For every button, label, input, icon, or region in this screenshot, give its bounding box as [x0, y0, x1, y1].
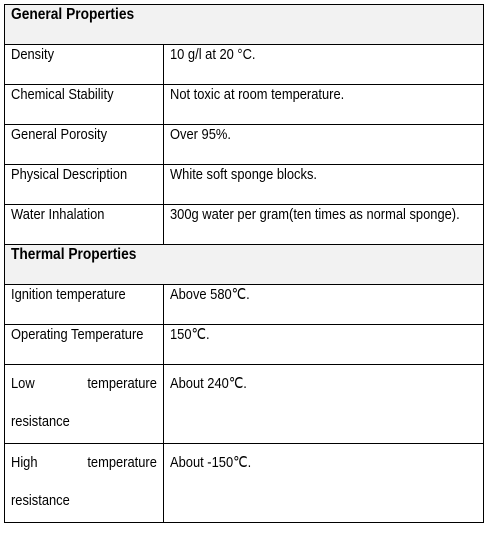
property-value: About 240℃. — [170, 375, 247, 392]
property-value: Above 580℃. — [170, 286, 250, 303]
property-value: White soft sponge blocks. — [170, 166, 317, 183]
property-label: Ignition temperature — [11, 286, 126, 303]
property-label: Chemical Stability — [11, 86, 114, 103]
section-header-general — [5, 5, 484, 45]
property-label: High temperature resistance — [11, 454, 157, 509]
property-label: Water Inhalation — [11, 206, 105, 223]
table-row — [5, 365, 484, 444]
property-value: 150℃. — [170, 326, 210, 343]
property-label: Density — [11, 46, 55, 63]
table-row — [5, 85, 484, 125]
table-row — [5, 444, 484, 523]
property-value: 300g water per gram(ten times as normal sponge). — [170, 206, 460, 223]
section-header-thermal — [5, 245, 484, 285]
property-label: Operating Temperature — [11, 326, 144, 343]
table-row — [5, 205, 484, 245]
table-row — [5, 285, 484, 325]
section-title: General Properties — [11, 6, 135, 23]
property-value: 10 g/l at 20 °C. — [170, 46, 256, 63]
table-row — [5, 45, 484, 85]
property-label: Low temperature resistance — [11, 375, 157, 430]
table-row — [5, 165, 484, 205]
table-row — [5, 325, 484, 365]
property-value: Over 95%. — [170, 126, 231, 143]
section-title: Thermal Properties — [11, 246, 137, 263]
property-label: General Porosity — [11, 126, 108, 143]
table-row — [5, 125, 484, 165]
properties-table — [4, 4, 484, 523]
property-label: Physical Description — [11, 166, 128, 183]
property-value: Not toxic at room temperature. — [170, 86, 345, 103]
property-value: About -150℃. — [170, 454, 252, 471]
